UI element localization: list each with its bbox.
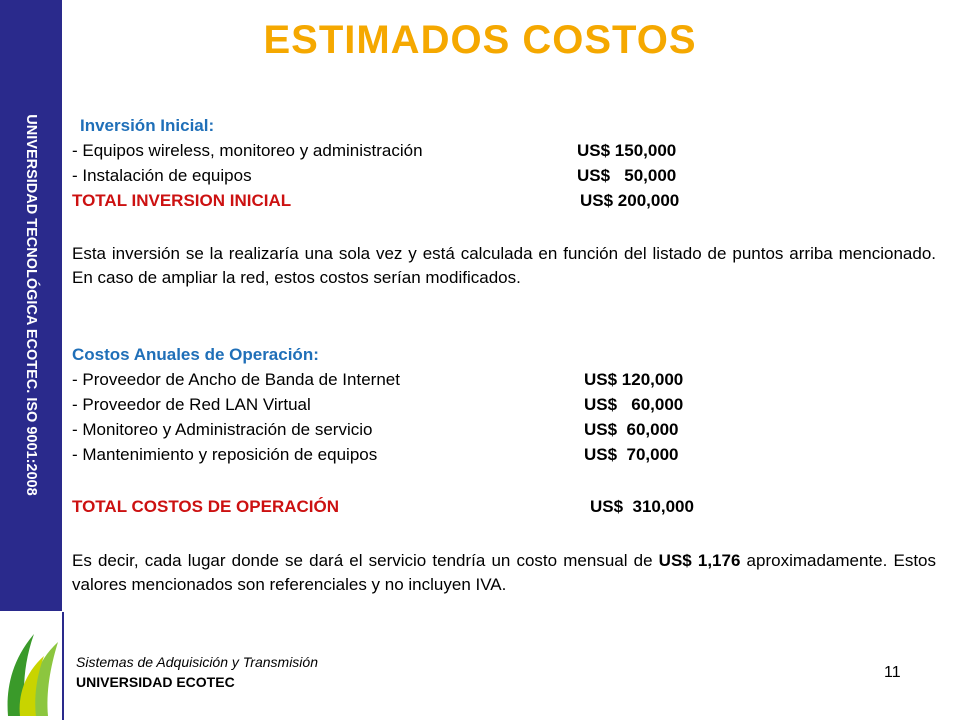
page-title: ESTIMADOS COSTOS xyxy=(263,18,697,62)
costos-item-label: - Proveedor de Red LAN Virtual xyxy=(72,395,311,414)
costos-paragraph-text: Es decir, cada lugar donde se dará el servicio tendría un costo mensual de xyxy=(72,551,659,570)
inversion-item-label: - Instalación de equipos xyxy=(72,166,252,185)
inversion-total-amount: US$ 200,000 xyxy=(580,191,680,210)
inversion-heading: Inversión Inicial: xyxy=(80,116,215,135)
costos-item-label: - Proveedor de Ancho de Banda de Internet xyxy=(72,370,400,389)
costos-item-amount: US$ 70,000 xyxy=(584,445,679,464)
sidebar-band xyxy=(0,0,62,611)
footer-course: Sistemas de Adquisición y Transmisión xyxy=(76,654,318,670)
inversion-paragraph: Esta inversión se la realizaría una sola vez y está calculada en función del listado de puntos arriba mencionado. En caso de ampliar la red, estos costos serían modificados. xyxy=(72,244,936,287)
monthly-cost-value: US$ 1,176 xyxy=(658,551,741,570)
sidebar-university-text: UNIVERSIDAD TECNOLÓGICA ECOTEC. ISO 9001:2008 xyxy=(23,114,39,496)
footer-university: UNIVERSIDAD ECOTEC xyxy=(76,674,235,690)
costos-item-amount: US$ 60,000 xyxy=(584,420,679,439)
costos-item-label: - Mantenimiento y reposición de equipos xyxy=(72,445,378,464)
costos-paragraph xyxy=(72,549,936,597)
costos-item-amount: US$ 120,000 xyxy=(584,370,684,389)
costos-total-label: TOTAL COSTOS DE OPERACIÓN xyxy=(72,497,339,516)
costos-heading: Costos Anuales de Operación: xyxy=(72,345,319,364)
inversion-item-amount: US$ 50,000 xyxy=(577,166,677,185)
costos-item-label: - Monitoreo y Administración de servicio xyxy=(72,420,373,439)
costos-item-amount: US$ 60,000 xyxy=(584,395,684,414)
ecotec-logo-icon xyxy=(0,612,64,720)
costos-paragraph-text: aproximadamente. Estos valores mencionados son referenciales y no incluyen IVA. xyxy=(72,551,936,594)
inversion-item-amount: US$ 150,000 xyxy=(577,141,677,160)
page-number: 11 xyxy=(884,664,901,681)
inversion-item-label: - Equipos wireless, monitoreo y administración xyxy=(72,141,423,160)
inversion-total-label: TOTAL INVERSION INICIAL xyxy=(72,191,292,210)
costos-total-amount: US$ 310,000 xyxy=(590,497,694,516)
